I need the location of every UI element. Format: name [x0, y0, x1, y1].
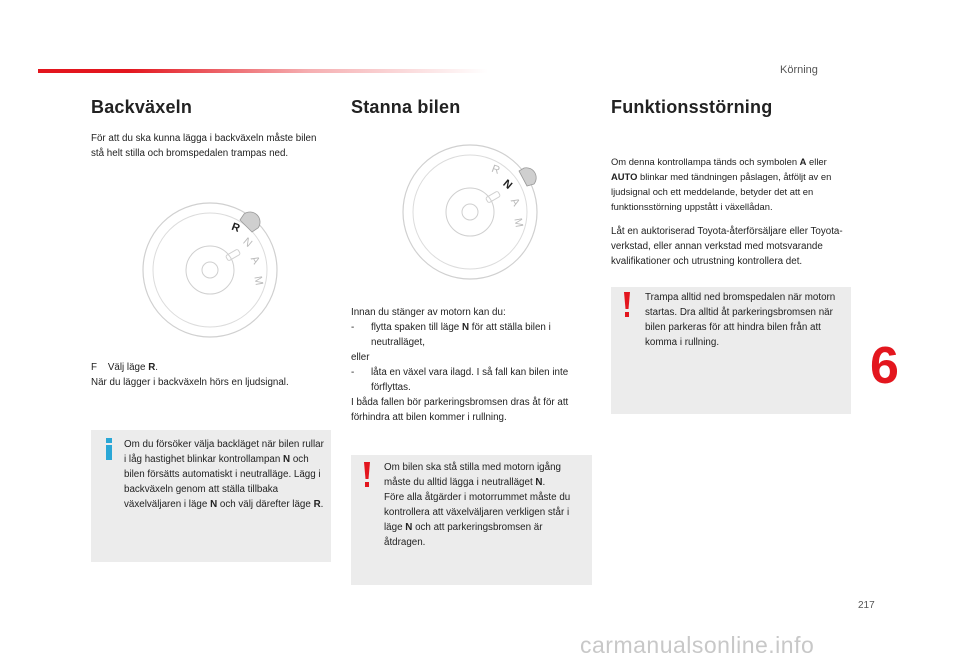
item1-pre: flytta spaken till läge [371, 322, 460, 333]
info-letter-n2: N [210, 499, 218, 510]
watermark: carmanualsonline.info [580, 632, 815, 658]
fel-p1-mid: eller [809, 156, 827, 167]
info-letter-n: N [283, 454, 291, 465]
fel-title: Funktionsstörning [611, 97, 773, 117]
gear-selector-knob-r-illustration [140, 200, 280, 340]
knob2-label-a: A [507, 196, 523, 209]
knob-label-a: A [247, 254, 263, 267]
dash-2: - [351, 367, 355, 378]
warn-dot: . [542, 477, 546, 488]
stanna-title: Stanna bilen [351, 97, 461, 117]
header-accent-bar [38, 69, 488, 73]
step-marker: F [91, 362, 97, 373]
warn-line2: Före alla åtgärder i motorrummet måste du kontrollera att växelväljaren verkligen står i läge [384, 492, 571, 533]
backvaxeln-step: F Välj läge R. När du lägger i backväxeln hörs en ljudsignal. [91, 362, 289, 388]
warning-box-fel-text: Trampa alltid ned bromspedalen när motorn startas. Dra alltid åt parkeringsbromsen när bilen parkeras för att hindra bilen från att komma i rullning. [645, 292, 836, 348]
backvaxeln-intro: För att du ska kunna lägga i backväxeln måste bilen stå helt stilla och bromspedalen trampas ned. [91, 133, 317, 159]
warn-letter-n2: N [405, 522, 413, 533]
knob-label-r: R [229, 220, 242, 235]
warn-line1: Om bilen ska stå stilla med motorn igång måste du alltid lägga i neutralläget [384, 462, 561, 488]
info-end: . [320, 499, 324, 510]
knob-label-n: N [240, 235, 255, 250]
warning-icon-fel [622, 292, 632, 318]
warning-box-stanna-text [384, 460, 579, 550]
stanna-closing: I båda fallen bör parkeringsbromsen dras åt för att förhindra att bilen kommer i rullning. [351, 397, 569, 423]
gear-selector-knob-n-illustration [400, 142, 540, 282]
after-step-text: När du lägger i backväxeln hörs en ljudsignal. [91, 377, 289, 388]
info-box-text [124, 437, 324, 512]
chapter-number: 6 [870, 337, 899, 395]
info-line1: Om du försöker välja backläget när bilen rullar i låg hastighet blinkar kontrollampan [124, 439, 324, 465]
stanna-body [351, 305, 593, 425]
knob2-label-n: N [500, 177, 515, 192]
stanna-item-1 [351, 320, 593, 350]
warn-line3: och att parkeringsbromsen är åtdragen. [384, 522, 543, 548]
stanna-eller: eller [351, 352, 370, 363]
stanna-item-2 [351, 365, 593, 395]
info-line3: och välj därefter läge [219, 499, 311, 510]
fel-paragraph-1 [611, 154, 853, 214]
fel-p1-auto: AUTO [611, 171, 638, 182]
info-icon [102, 438, 116, 460]
info-letter-r: R [313, 499, 321, 510]
step-letter: R [148, 362, 156, 373]
knob2-label-r: R [489, 162, 502, 177]
warn-letter-n: N [535, 477, 543, 488]
fel-paragraph-2: Låt en auktoriserad Toyota-återförsäljare eller Toyota-verkstad, eller annan verkstad med motsvarande kvalifikationer och utrustning kontrollera det. [611, 226, 843, 267]
knob-label-m: M [251, 275, 265, 287]
backvaxeln-title: Backväxeln [91, 97, 193, 117]
dash-1: - [351, 322, 355, 333]
info-line2: och bilen försätts automatiskt i neutralläge. Lägg i backväxeln genom att ställa tillbaka växelväljaren i läge [124, 454, 321, 510]
warning-icon [362, 462, 372, 488]
item1-post: för att ställa bilen i neutralläget, [371, 322, 551, 348]
step-text: Välj läge [107, 362, 146, 373]
item2-text: låta en växel vara ilagd. I så fall kan bilen inte förflyttas. [371, 367, 569, 393]
page-number: 217 [858, 600, 875, 611]
section-label: Körning [780, 64, 818, 76]
stanna-intro: Innan du stänger av motorn kan du: [351, 307, 506, 318]
fel-p1-post: blinkar med tändningen påslagen, åtföljt av en ljudsignal och ett meddelande, betyder det att en funktionsstörning uppstått i växellådan. [611, 171, 832, 212]
fel-p1-a: A [799, 156, 807, 167]
fel-p1-pre: Om denna kontrollampa tänds och symbolen [611, 156, 798, 167]
item1-letter: N [461, 322, 470, 333]
knob2-label-m: M [511, 217, 525, 229]
